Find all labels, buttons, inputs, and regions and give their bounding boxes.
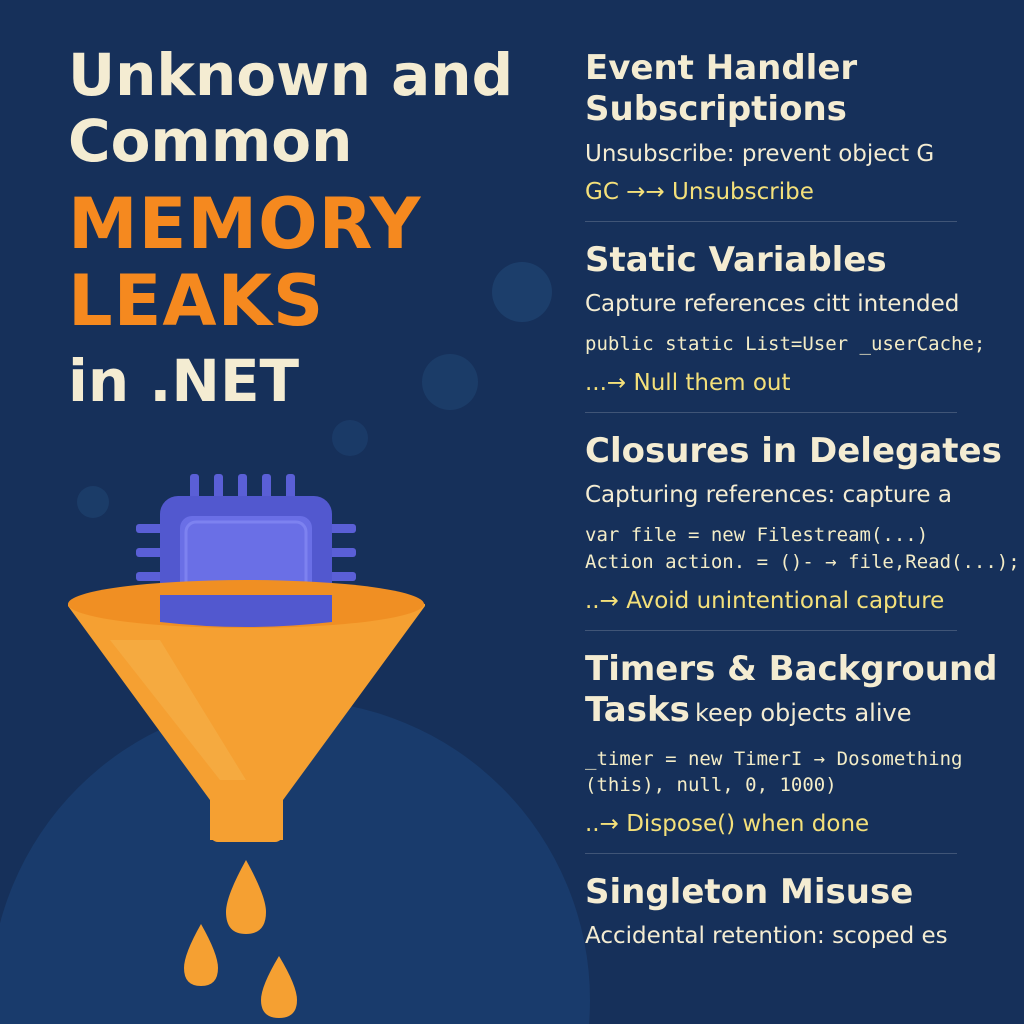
- code-line: public static List=User _userCache;: [585, 333, 986, 356]
- section-title: Singleton Misuse: [585, 871, 914, 912]
- hero-line-4: LEAKS: [68, 259, 325, 342]
- code-line: Action action. = ()- → file,Read(...);: [585, 551, 1020, 574]
- code-line: (this), null, 0, 1000): [585, 774, 837, 797]
- hero-line-1: Unknown and: [68, 41, 514, 109]
- section-title: Static Variables: [585, 239, 887, 280]
- section-closures: [585, 431, 1020, 614]
- section-title: Closures in Delegates: [585, 431, 1002, 471]
- section-desc: Capturing references: capture a: [585, 482, 952, 509]
- section-tip: ...→ Null them out: [585, 370, 791, 396]
- section-tip: ..→ Dispose() when done: [585, 810, 870, 837]
- section-singleton: [585, 872, 1005, 949]
- divider: [585, 412, 957, 413]
- hero-line-5: in .NET: [68, 346, 300, 415]
- section-title-cont: Subscriptions: [585, 89, 847, 130]
- section-timers: [585, 649, 1005, 837]
- section-desc: Capture references citt intended: [585, 291, 960, 318]
- section-desc: Accidental retention: scoped es: [585, 923, 948, 950]
- code-line: var file = new Filestream(...): [585, 524, 929, 547]
- code-line: _timer = new TimerI → Dosomething: [585, 747, 963, 770]
- section-event-handlers: [585, 48, 1005, 205]
- divider: [585, 853, 957, 854]
- section-desc: Unsubscribe: prevent object G: [585, 140, 935, 167]
- section-tip: ..→ Avoid unintentional capture: [585, 587, 945, 614]
- section-title: Event Handler: [585, 48, 858, 88]
- section-static-variables: [585, 240, 1005, 396]
- section-title: Timers & Background: [585, 648, 998, 689]
- section-title-tail: keep objects alive: [694, 699, 912, 728]
- hero-line-3: MEMORY: [68, 182, 422, 265]
- section-title-cont: Tasks: [585, 690, 690, 731]
- divider: [585, 630, 957, 631]
- hero-line-2: Common: [68, 106, 353, 175]
- section-tip: GC →→ Unsubscribe: [585, 178, 814, 205]
- divider: [585, 221, 957, 222]
- leak-list: [585, 48, 1020, 950]
- hero-title: [68, 41, 538, 415]
